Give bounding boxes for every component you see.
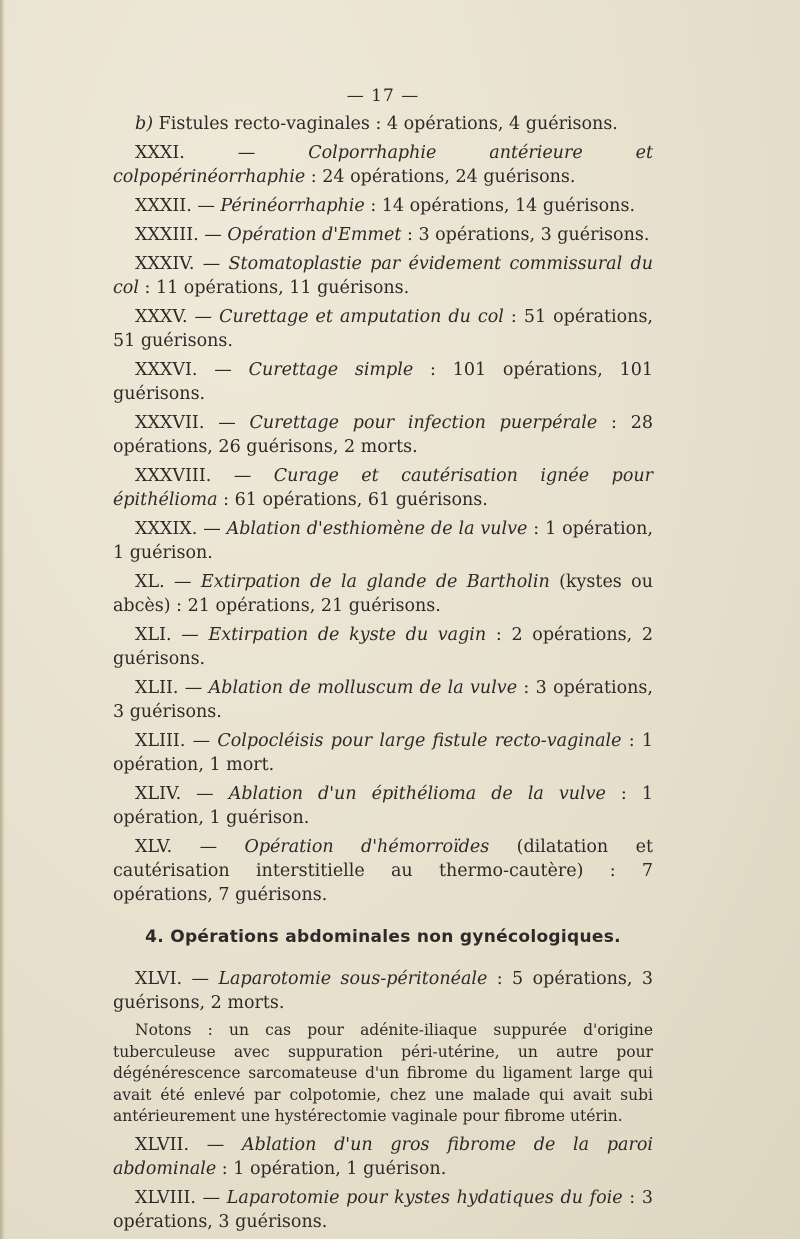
- entry-separator: :: [364, 196, 382, 216]
- operation-results: 1 opération, 1 guérison.: [233, 1158, 447, 1179]
- operation-results: 3 opérations, 3 guérisons.: [113, 678, 653, 722]
- operation-title: Laparotomie pour kystes hydatiques du foie: [226, 1187, 623, 1208]
- operation-title: Ablation d'esthiomène de la vulve: [226, 519, 528, 539]
- entry-dash: —: [184, 143, 309, 163]
- entry-separator: :: [527, 519, 546, 539]
- operation-results: 1 opération, 1 guérison.: [113, 519, 653, 563]
- entry-dash: —: [178, 678, 209, 698]
- entry-separator: :: [413, 360, 453, 380]
- operation-title: Curettage et amputation du col: [219, 307, 504, 327]
- entry-separator: :: [486, 625, 512, 645]
- operation-entry: [113, 676, 653, 724]
- entry-number: XXXV.: [135, 307, 188, 327]
- entry-number: XXXVII.: [135, 413, 205, 433]
- entry-number: b): [135, 114, 154, 134]
- operation-entry: [113, 358, 653, 406]
- entry-separator: [550, 572, 559, 592]
- entry-dash: —: [182, 969, 219, 989]
- operation-entry: [113, 464, 653, 512]
- operation-results: 1 opération, 1 guérison.: [113, 784, 653, 828]
- entry-dash: —: [171, 625, 209, 645]
- entry-separator: :: [305, 167, 323, 187]
- entry-number: XLVII.: [135, 1134, 190, 1155]
- entry-dash: —: [198, 225, 228, 245]
- operation-entry: [113, 623, 653, 671]
- entry-separator: :: [138, 278, 156, 298]
- entry-dash: —: [181, 784, 229, 804]
- entry-separator: :: [217, 490, 235, 510]
- entry-dash: —: [197, 360, 249, 380]
- entry-dash: —: [204, 413, 250, 433]
- operation-entry: [113, 252, 653, 300]
- operation-results: Fistules recto-vaginales : 4 opérations, 4 guérisons.: [158, 114, 618, 134]
- operation-entry: [113, 305, 653, 353]
- operation-results: 3 opérations, 3 guérisons.: [418, 225, 650, 245]
- operation-results: 51 opérations, 51 guérisons.: [113, 307, 653, 351]
- entry-dash: —: [211, 466, 274, 486]
- operation-entry: [113, 411, 653, 459]
- operation-entry: [113, 782, 653, 830]
- operation-results: (kystes ou abcès) : 21 opérations, 21 guérisons.: [113, 572, 653, 616]
- section-heading: 4. Opérations abdominales non gynécologiques.: [145, 927, 621, 947]
- entry-dash: —: [185, 731, 218, 751]
- entry-dash: —: [164, 572, 201, 592]
- operation-results: 101 opérations, 101 guérisons.: [113, 360, 653, 404]
- entry-number: XLVIII.: [135, 1187, 196, 1208]
- entry-number: XXXI.: [135, 143, 185, 163]
- entry-number: XLI.: [135, 625, 172, 645]
- operation-results: 24 opérations, 24 guérisons.: [322, 167, 576, 187]
- operation-title: Extirpation de la glande de Bartholin: [200, 572, 550, 592]
- operation-title: Opération d'Emmet: [227, 225, 402, 245]
- operation-entry: [113, 967, 653, 1015]
- entry-separator: :: [401, 225, 419, 245]
- operation-results: 5 opérations, 3 guérisons, 2 morts.: [113, 969, 653, 1013]
- operation-title: Ablation de molluscum de la vulve: [208, 678, 518, 698]
- operation-title: Colpocléisis pour large fistule recto-vaginale: [217, 731, 622, 751]
- entry-number: XXXIII.: [135, 225, 199, 245]
- operation-results: 14 opérations, 14 guérisons.: [381, 196, 636, 216]
- entry-number: XXXII.: [135, 196, 192, 216]
- operation-title: Opération d'hémorroïdes: [244, 837, 490, 857]
- gynecological-operations-list: [113, 112, 653, 907]
- operation-entry: [113, 141, 653, 189]
- entry-number: XLVI.: [135, 969, 183, 989]
- operation-entry: [113, 223, 653, 247]
- operation-entry: [113, 1186, 653, 1234]
- operation-entry: [113, 729, 653, 777]
- entry-separator: :: [487, 969, 513, 989]
- page-edge-shadow: [0, 0, 5, 1239]
- operation-title: Curettage pour infection puerpérale: [249, 413, 598, 433]
- entry-separator: [489, 837, 516, 857]
- entry-dash: —: [187, 307, 220, 327]
- operation-results: 2 opérations, 2 guérisons.: [113, 625, 653, 669]
- operation-entry: [113, 835, 653, 907]
- operation-title: Curage et cautérisation ignée pour épithélioma: [113, 466, 653, 510]
- entry-number: XXXIV.: [135, 254, 195, 274]
- entry-dash: —: [189, 1134, 243, 1155]
- operation-entry: [113, 570, 653, 618]
- entry-dash: —: [197, 519, 227, 539]
- operation-results: 61 opérations, 61 guérisons.: [234, 490, 488, 510]
- entry-number: XXXVI.: [135, 360, 198, 380]
- operation-results: 3 opérations, 3 guérisons.: [113, 1187, 653, 1232]
- operation-results: 28 opérations, 26 guérisons, 2 morts.: [113, 413, 653, 457]
- entry-number: XLIII.: [135, 731, 186, 751]
- entry-separator: :: [517, 678, 536, 698]
- entry-number: XL.: [135, 572, 165, 592]
- page-body: [113, 112, 653, 1239]
- page-number: — 17 —: [346, 86, 420, 106]
- operation-title: Extirpation de kyste du vagin: [208, 625, 487, 645]
- operation-title: Curettage simple: [248, 360, 414, 380]
- entry-separator: :: [503, 307, 524, 327]
- operation-title: Stomatoplastie par évidement commissural du col: [113, 254, 653, 298]
- entry-dash: —: [191, 196, 221, 216]
- entry-separator: :: [621, 731, 642, 751]
- operation-results: 11 opérations, 11 guérisons.: [155, 278, 410, 298]
- operation-title: Laparotomie sous-péritonéale: [218, 969, 488, 989]
- operation-entry: [113, 194, 653, 218]
- operation-title: Périnéorrhaphie: [220, 196, 365, 216]
- operation-title: Ablation d'un épithélioma de la vulve: [228, 784, 606, 804]
- abdominal-operations-list: [113, 967, 653, 1015]
- entry-dash: —: [172, 837, 245, 857]
- entry-number: XLV.: [135, 837, 173, 857]
- entry-separator: :: [597, 413, 631, 433]
- entry-number: XLIV.: [135, 784, 182, 804]
- entry-number: XLII.: [135, 678, 179, 698]
- operation-entry: [113, 517, 653, 565]
- entry-number: XXXVIII.: [135, 466, 212, 486]
- abdominal-operations-list-continued: [113, 1133, 653, 1234]
- entry-separator: :: [216, 1158, 234, 1179]
- operation-results: (dilatation et cautérisation interstitielle au thermo-cautère) : 7 opérations, 7 guérisons.: [113, 837, 653, 905]
- operation-entry: [113, 112, 653, 136]
- operation-title: Colporrhaphie antérieure et colpopérinéorrhaphie: [113, 143, 653, 187]
- entry-separator: :: [622, 1187, 642, 1208]
- operation-entry: [113, 1133, 653, 1181]
- operation-results: 1 opération, 1 mort.: [113, 731, 653, 775]
- clinical-note: Notons : un cas pour adénite-iliaque suppurée d'origine tuberculeuse avec suppuration péri-utérine, un autre pour dégénérescence sarcomateuse d'un fibrome du ligament large qui avait été enlevé par colpotomie, chez une malade qui avait subi antérieurement une hystérectomie vaginale pour fibrome utérin.: [113, 1021, 653, 1125]
- entry-separator: :: [605, 784, 642, 804]
- entry-dash: —: [194, 254, 229, 274]
- entry-number: XXXIX.: [135, 519, 198, 539]
- operation-title: Ablation d'un gros fibrome de la paroi abdominale: [113, 1134, 653, 1179]
- entry-dash: —: [195, 1187, 227, 1208]
